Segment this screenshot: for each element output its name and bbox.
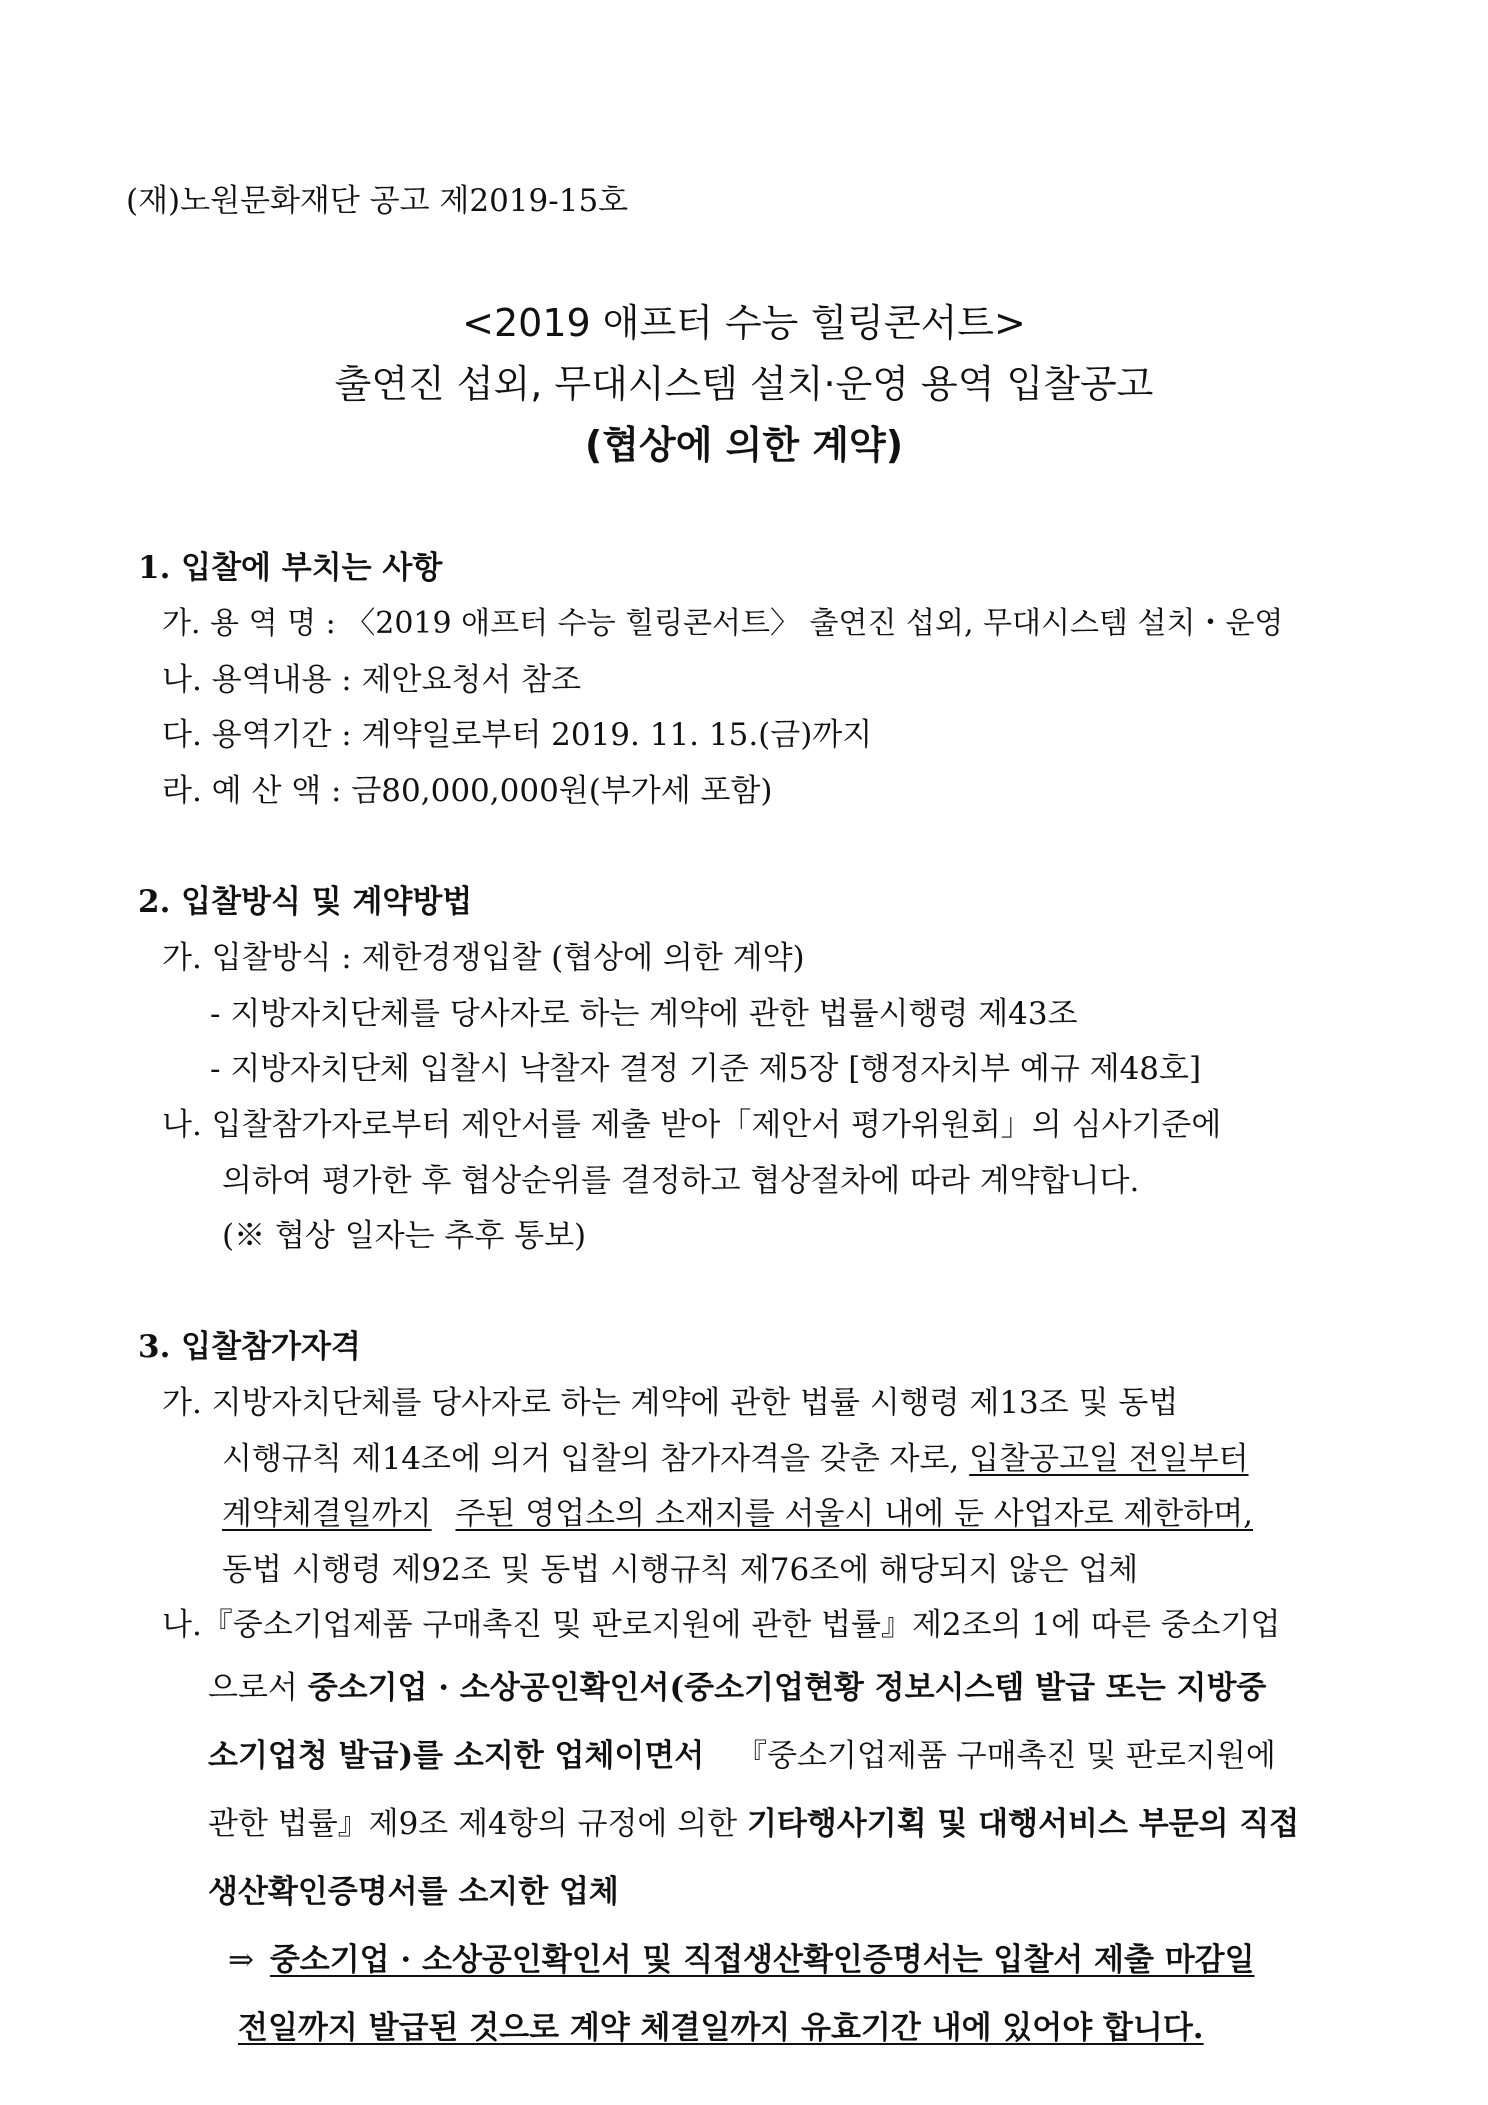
section3-na-line-2-text: 으로서	[208, 1670, 308, 1706]
section3-ga-line-1: 가. 지방자치단체를 당사자로 하는 계약에 관한 법률 시행령 제13조 및 동법	[162, 1385, 1179, 1421]
section3-note-line-2	[238, 2002, 1204, 2047]
section1-item-budget: 라. 예 산 액 : 금80,000,000원(부가세 포함)	[162, 773, 773, 809]
section3-note-line-1	[228, 1934, 1255, 1979]
section2-sub-law: - 지방자치단체를 당사자로 하는 계약에 관한 법률시행령 제43조	[210, 996, 1078, 1032]
title-line-3: (협상에 의한 계약)	[584, 423, 904, 467]
section3-na-line-4	[208, 1798, 1299, 1843]
section2-item-method: 가. 입찰방식 : 제한경쟁입찰 (협상에 의한 계약)	[162, 940, 805, 976]
section3-ga-line-2-text: 시행규칙 제14조에 의거 입찰의 참가자격을 갖춘 자로,	[222, 1441, 970, 1477]
section3-ga-underlined-period-start: 입찰공고일 전일부터	[969, 1441, 1249, 1477]
section3-na-production-bold: 기타행사기획 및 대행서비스 부문의 직접	[746, 1806, 1300, 1842]
section3-ga-underlined-period-end: 계약체결일까지	[222, 1496, 432, 1532]
section3-heading: 3. 입찰참가자격	[138, 1329, 361, 1365]
section3-ga-line-4: 동법 시행령 제92조 및 동법 시행규칙 제76조에 해당되지 않은 업체	[222, 1552, 1139, 1588]
section2-item-evaluation-2: 의하여 평가한 후 협상순위를 결정하고 협상절차에 따라 계약합니다.	[222, 1163, 1140, 1199]
section3-na-certificate-bold: 중소기업 · 소상공인확인서(중소기업현황 정보시스템 발급 또는 지방중	[307, 1670, 1267, 1706]
section3-na-line-4-text: 관한 법률』제9조 제4항의 규정에 의한	[208, 1806, 747, 1842]
section1-heading: 1. 입찰에 부치는 사항	[138, 550, 443, 586]
section1-item-content: 나. 용역내용 : 제안요청서 참조	[162, 662, 582, 698]
section3-na-line-2	[208, 1662, 1266, 1707]
section3-ga-underlined-location: 주된 영업소의 소재지를 서울시 내에 둔 사업자로 제한하며,	[455, 1496, 1254, 1532]
section3-ga-line-2	[222, 1433, 1249, 1478]
notice-number: (재)노원문화재단 공고 제2019-15호	[126, 183, 629, 219]
section3-na-line-3	[208, 1730, 1276, 1775]
section3-na-line-1: 나.『중소기업제품 구매촉진 및 판로지원에 관한 법률』제2조의 1에 따른 중소기업	[162, 1607, 1281, 1643]
section2-heading: 2. 입찰방식 및 계약방법	[138, 884, 473, 920]
section2-sub-criteria: - 지방자치단체 입찰시 낙찰자 결정 기준 제5장 [행정자치부 예규 제48호]	[210, 1051, 1202, 1087]
section3-na-holder-bold: 소기업청 발급)를 소지한 업체이면서	[208, 1738, 705, 1774]
section2-item-evaluation-note: (※ 협상 일자는 추후 통보)	[222, 1218, 587, 1254]
section1-item-period: 다. 용역기간 : 계약일로부터 2019. 11. 15.(금)까지	[162, 717, 873, 753]
section3-na-line-3-text: 『중소기업제품 구매촉진 및 판로지원에	[736, 1738, 1276, 1774]
section3-na-line-5: 생산확인증명서를 소지한 업체	[208, 1874, 619, 1910]
title-line-2: 출연진 섭외, 무대시스템 설치·운영 용역 입찰공고	[334, 362, 1154, 406]
title-line-1: <2019 애프터 수능 힐링콘서트>	[462, 301, 1026, 345]
arrow-icon: ⇒	[228, 1942, 254, 1978]
section1-item-name: 가. 용 역 명 : 〈2019 애프터 수능 힐링콘서트〉 출연진 섭외, 무대시스템 설치・운영	[162, 606, 1284, 641]
section3-note-text-2: 전일까지 발급된 것으로 계약 체결일까지 유효기간 내에 있어야 합니다.	[238, 2010, 1204, 2046]
section3-note-text-1: 중소기업 · 소상공인확인서 및 직접생산확인증명서는 입찰서 제출 마감일	[269, 1942, 1255, 1978]
section2-item-evaluation-1: 나. 입찰참가자로부터 제안서를 제출 받아「제안서 평가위원회」의 심사기준에	[162, 1107, 1222, 1143]
section3-ga-line-3	[222, 1488, 1253, 1533]
